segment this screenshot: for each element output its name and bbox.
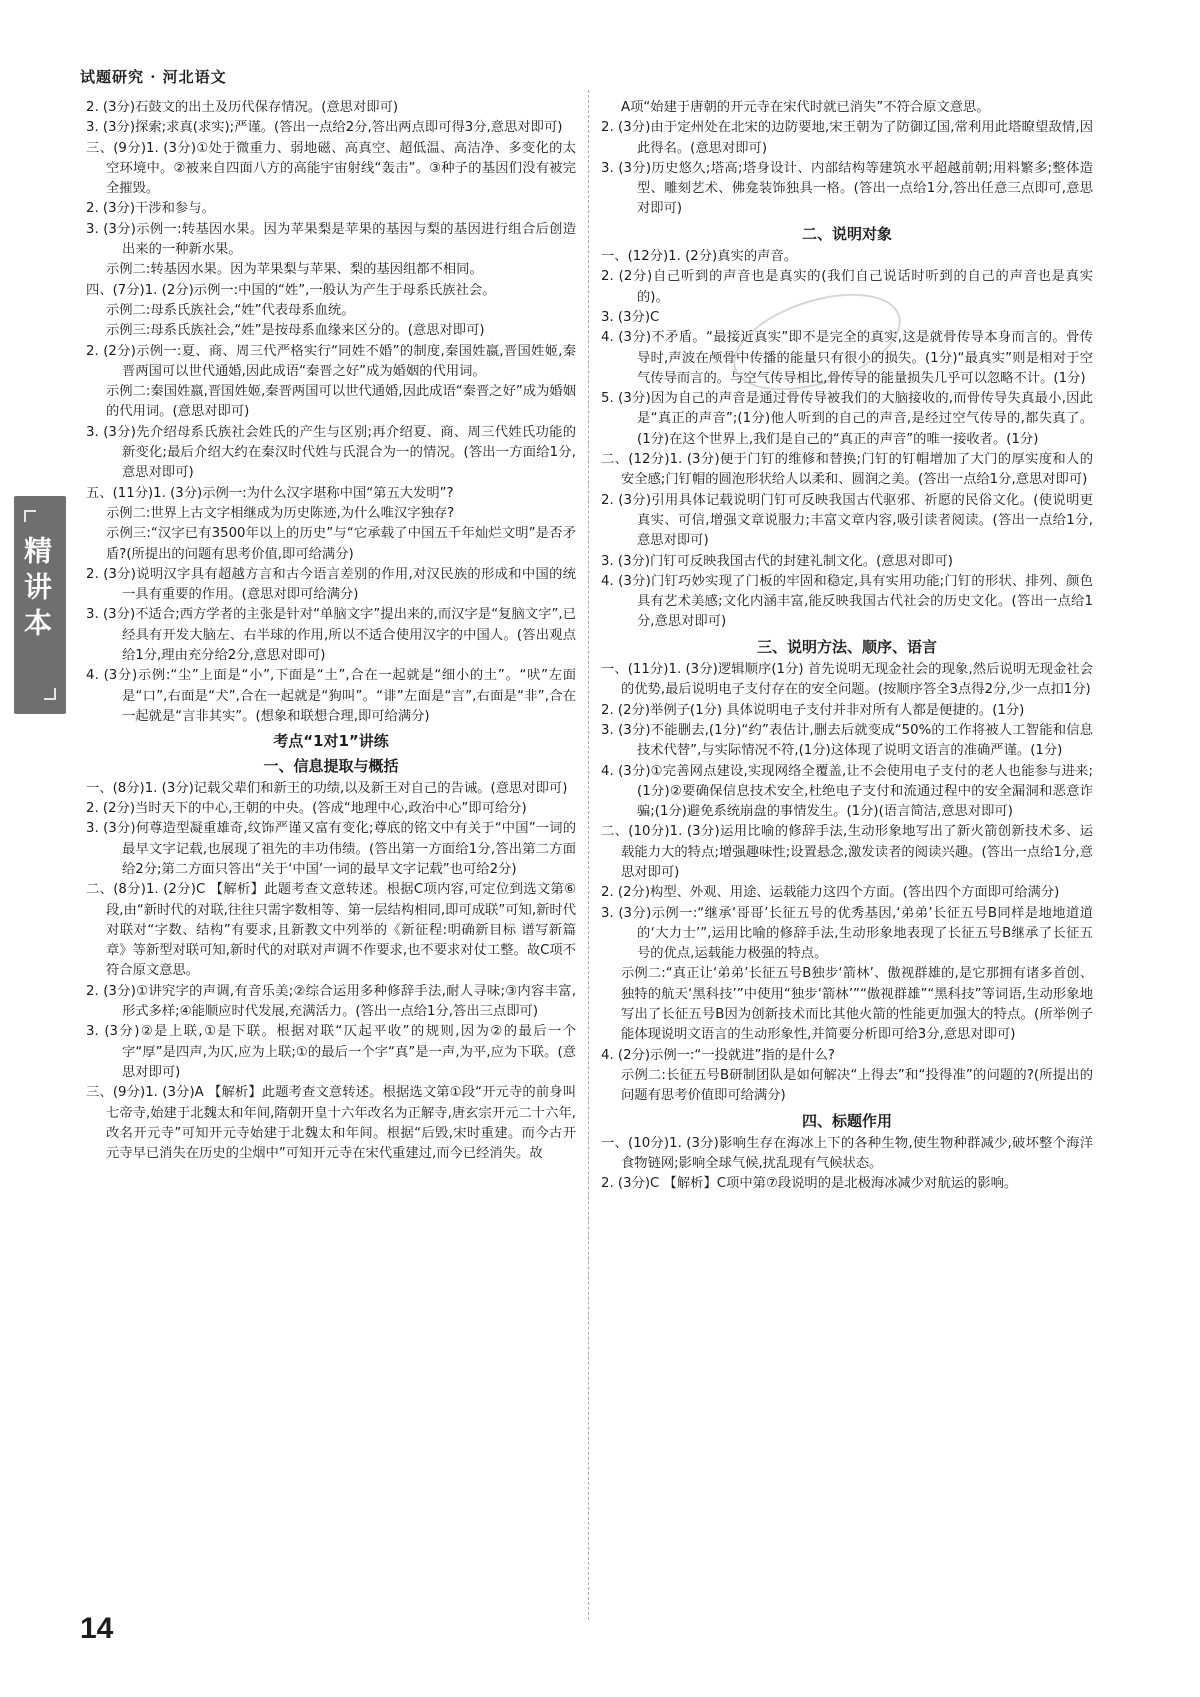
answer-line: 4. (3分)示例:“尘”上面是“小”,下面是“土”,合在一起就是“细小的土”。“吠”左面是“口”,右面是“犬”,合在一起就是“狗叫”。“诽”左面是“言”,右面是“非”,合在一起就是“言非其实”。(想象和联想合理,即可给满分) <box>86 668 576 724</box>
section-heading: 考点“1对1”讲练 <box>273 732 389 751</box>
answer-line: 3. (3分)示例一:转基因水果。因为苹果梨是苹果的基因与梨的基因进行组合后创造出来的一种新水果。 <box>86 221 576 258</box>
answer-line: 二、(12分)1. (3分)便于门钉的维修和替换;门钉的钉帽增加了大门的厚实度和人的安全感;门钉帽的圆泡形状给人以柔和、圆润之美。(答出一点给1分,意思对即可) <box>601 452 1093 488</box>
side-tab <box>14 496 66 714</box>
answer-line: 3. (3分)不能删去,(1分)“约”表估计,删去后就变成“50%的工作将被人工智能和信息技术代替”,与实际情况不符,(1分)这体现了说明文语言的准确严谨。(1分) <box>601 722 1093 759</box>
answer-line: 3. (3分)先介绍母系氏族社会姓氏的产生与区别;再介绍夏、商、周三代姓氏功能的新变化;最后介绍大约在秦汉时代姓与氏混合为一的情况。(答出一方面给1分,意思对即可) <box>86 424 576 481</box>
answer-line: 4. (3分)不矛盾。“最接近真实”即不是完全的真实,这是就骨传导本身而言的。骨传导时,声波在颅骨中传播的能量只有很小的损失。(1分)“最真实”则是相对于空气传导而言的。与空气传导相比,骨传导的能量损失几乎可以忽略不计。(1分) <box>601 330 1093 386</box>
answer-line: 示例二:母系氏族社会,“姓”代表母系血统。 <box>106 302 355 318</box>
answer-line: 2. (3分)C 【解析】C项中第⑦段说明的是北极海冰减少对航运的影响。 <box>601 1176 1018 1192</box>
side-tab-corner-bottom <box>44 688 56 700</box>
answer-line: 4. (3分)门钉巧妙实现了门板的牢固和稳定,具有实用功能;门钉的形状、排列、颜色具有艺术美感;文化内涵丰富,能反映我国古代社会的历史文化。(答出一点给1分,意思对即可) <box>601 573 1093 630</box>
answer-line: 2. (3分)干涉和参与。 <box>86 201 215 217</box>
answer-line: 一、(11分)1. (3分)逻辑顺序(1分) 首先说明无现金社会的现象,然后说明无现金社会的优势,最后说明电子支付存在的安全问题。(按顺序答全3点得2分,少一点扣1分) <box>601 662 1093 698</box>
answer-line: 4. (2分)示例一:“一投就进”指的是什么? <box>601 1047 835 1063</box>
answer-line: 一、(8分)1. (3分)记载父辈们和新王的功绩,以及新王对自己的告诫。(意思对即可) <box>86 780 568 796</box>
answer-line: 一、(10分)1. (3分)影响生存在海冰上下的各种生物,使生物种群减少,破坏整个海洋食物链网;影响全球气候,扰乱现有气候状态。 <box>601 1135 1093 1172</box>
answer-line: 示例三:“汉字已有3500年以上的历史”与“它承载了中国五千年灿烂文明”是否矛盾?(所提出的问题有思考价值,即可给满分) <box>106 526 576 562</box>
answer-line: 2. (3分)石鼓文的出土及历代保存情况。(意思对即可) <box>86 100 399 115</box>
answer-line: 示例二:转基因水果。因为苹果梨与苹果、梨的基因组都不相同。 <box>106 262 483 278</box>
answer-line: 示例二:秦国姓嬴,晋国姓姬,秦晋两国可以世代通婚,因此成语“秦晋之好”成为婚姻的代用词。(意思对即可) <box>106 384 576 420</box>
page-number: 14 <box>80 1612 114 1645</box>
answer-line: 3. (3分)历史悠久;塔高;塔身设计、内部结构等建筑水平超越前朝;用料繁多;整体造型、雕刻艺术、佛龛装饰独具一格。(答出一点给1分,答出任意三点即可,意思对即可) <box>601 160 1093 217</box>
answer-line: 2. (3分)由于定州处在北宋的边防要地,宋王朝为了防御辽国,常利用此塔瞭望敌情,因此得名。(意思对即可) <box>601 120 1093 156</box>
left-column <box>86 98 576 1618</box>
answer-line: 2. (3分)①讲究字的声调,有音乐美;②综合运用多种修辞手法,耐人寻味;③内容丰富,形式多样;④能顺应时代发展,充满活力。(答出一点给1分,答出三点即可) <box>86 983 576 1020</box>
answer-line: A项“始建于唐朝的开元寺在宋代时就已消失”不符合原文意思。 <box>621 100 990 115</box>
page-header: 试题研究 · 河北语文 <box>80 68 227 86</box>
answer-line: 2. (3分)引用具体记载说明门钉可反映我国古代驱邪、祈愿的民俗文化。(使说明更真实、可信,增强文章说服力;丰富文章内容,吸引读者阅读。(答出一点给1分,意思对即可) <box>601 492 1093 549</box>
answer-line: 2. (2分)举例子(1分) 具体说明电子支付并非对所有人都是便捷的。(1分) <box>601 702 1025 718</box>
answer-line: 示例二:长征五号B研制团队是如何解决“上得去”和“投得准”的问题的?(所提出的问题有思考价值即可给满分) <box>621 1067 1093 1104</box>
section-heading: 二、说明对象 <box>801 224 892 243</box>
answer-line: 二、(10分)1. (3分)运用比喻的修辞手法,生动形象地写出了新火箭创新技术多、运载能力大的特点;增强趣味性;设置悬念,激发读者的阅读兴趣。(答出一点给1分,意思对即可) <box>601 824 1093 880</box>
answer-line: 2. (2分)自己听到的声音也是真实的(我们自己说话时听到的自己的声音也是真实的)。 <box>601 269 1093 305</box>
answer-line: 五、(11分)1. (3分)示例一:为什么汉字堪称中国“第五大发明”? <box>86 485 454 501</box>
answer-line: 2. (2分)构型、外观、用途、运载能力这四个方面。(答出四个方面即可给满分) <box>601 885 1060 901</box>
answer-line: 示例二:“真正让‘弟弟’长征五号B独步‘箭林’、傲视群雄的,是它那拥有诸多首创、独特的航天‘黑科技’”中使用“独步‘箭林’”“傲视群雄”“黑科技”等词语,生动形象地写出了长征五号B因为创新技术而比其他火箭的性能更加强大的特点。(所举例子能体现说明文语言的生动形象性,并简要分析即可给3分,意思对即可) <box>621 966 1093 1043</box>
answer-line: 一、(12分)1. (2分)真实的声音。 <box>601 249 798 265</box>
section-heading: 四、标题作用 <box>801 1111 892 1130</box>
answer-line: 二、(8分)1. (2分)C 【解析】此题考查文意转述。根据C项内容,可定位到选文第⑥段,由“新时代的对联,往往只需字数相等、第一层结构相同,即可成联”可知,新时代对联对“字数、结构”有要求,且新教文中列举的《新征程:明确新目标 谱写新篇章》等新型对联可知,新时代的对联对声调不作要求,也不要求对仗工整。故C项不符合原文意思。 <box>86 882 576 979</box>
answer-line: 2. (2分)示例一:夏、商、周三代严格实行“同姓不婚”的制度,秦国姓嬴,晋国姓姬,秦晋两国可以世代通婚,因此成语“秦晋之好”成为婚姻的代用词。 <box>86 343 576 379</box>
answer-line: 3. (3分)②是上联,①是下联。根据对联“仄起平收”的规则,因为②的最后一个字“厚”是四声,为仄,应为上联;①的最后一个字“真”是一声,为平,应为下联。(意思对即可) <box>86 1024 576 1080</box>
section-heading: 三、说明方法、顺序、语言 <box>756 637 937 656</box>
answer-line: 三、(9分)1. (3分)A 【解析】此题考查文意转述。根据选文第①段“开元寺的前身叫七帝寺,始建于北魏太和年间,隋朝开皇十六年改名为正解寺,唐玄宗开元二十六年,改名开元寺”可知开元寺始建于北魏太和年间。根据“后毁,宋时重建。而今古开元寺早已消失在历史的尘烟中”可知开元寺在宋代重建过,而今已经消失。故 <box>86 1085 576 1162</box>
answer-line: 2. (2分)当时天下的中心,王朝的中央。(答成“地理中心,政治中心”即可给分) <box>86 801 527 817</box>
answer-line: 3. (3分)示例一:“继承‘哥哥’长征五号的优秀基因,‘弟弟’长征五号B同样是地地道道的‘大力士’”,运用比喻的修辞手法,生动形象地表现了长征五号B继承了长征五号的优点,运载能力极强的特点。 <box>601 905 1093 962</box>
answer-line: 四、(7分)1. (2分)示例一:中国的“姓”,一般认为产生于母系氏族社会。 <box>86 282 496 298</box>
answer-line: 三、(9分)1. (3分)①处于微重力、弱地磁、高真空、超低温、高洁净、多变化的太空环境中。②被来自四面八方的高能宇宙射线“轰击”。③种子的基因们没有被完全摧毁。 <box>86 140 576 197</box>
answer-line: 4. (3分)①完善网点建设,实现网络全覆盖,让不会使用电子支付的老人也能参与进来;(1分)②要确保信息技术安全,杜绝电子支付和流通过程中的安全漏洞和恶意诈骗;(1分)避免系统崩盘的事情发生。(1分)(语言简洁,意思对即可) <box>601 763 1093 820</box>
answer-line: 3. (3分)探索;求真(求实);严谨。(答出一点给2分,答出两点即可得3分,意思对即可) <box>86 120 563 136</box>
answer-line: 3. (3分)何尊造型凝重雄奇,纹饰严谨又富有变化;尊底的铭文中有关于“中国”一词的最早文字记载,也展现了祖先的丰功伟绩。(答出第一方面给1分,答出第二方面给2分;第二方面只答出“关于‘中国’一词的最早文字记载”也可给2分) <box>86 821 576 877</box>
column-divider <box>588 90 589 1620</box>
answer-line: 3. (3分)C <box>601 309 660 325</box>
section-heading: 一、信息提取与概括 <box>263 756 399 775</box>
side-tab-corner-top <box>24 510 36 522</box>
answer-line: 示例三:母系氏族社会,“姓”是按母系血缘来区分的。(意思对即可) <box>106 323 485 339</box>
right-column <box>601 98 1093 1618</box>
answer-line: 3. (3分)不适合;西方学者的主张是针对“单脑文字”提出来的,而汉字是“复脑文字”,已经具有开发大脑左、右半球的作用,所以不适合使用汉字的中国人。(答出观点给1分,理由充分给2分,意思对即可) <box>86 607 576 664</box>
answer-line: 3. (3分)门钉可反映我国古代的封建礼制文化。(意思对即可) <box>601 553 953 569</box>
side-tab-label: 精讲本 <box>20 536 53 644</box>
answer-line: 示例二:世界上古文字相继成为历史陈迹,为什么唯汉字独存? <box>106 505 455 521</box>
answer-line: 2. (3分)说明汉字具有超越方言和古今语言差别的作用,对汉民族的形成和中国的统一具有重要的作用。(意思对即可给满分) <box>86 566 576 603</box>
answer-line: 5. (3分)因为自己的声音是通过骨传导被我们的大脑接收的,而骨传导失真最小,因此是“真正的声音”;(1分)他人听到的自己的声音,是经过空气传导的,都失真了。(1分)在这个世界上,我们是自己的“真正的声音”的唯一接收者。(1分) <box>601 391 1093 447</box>
